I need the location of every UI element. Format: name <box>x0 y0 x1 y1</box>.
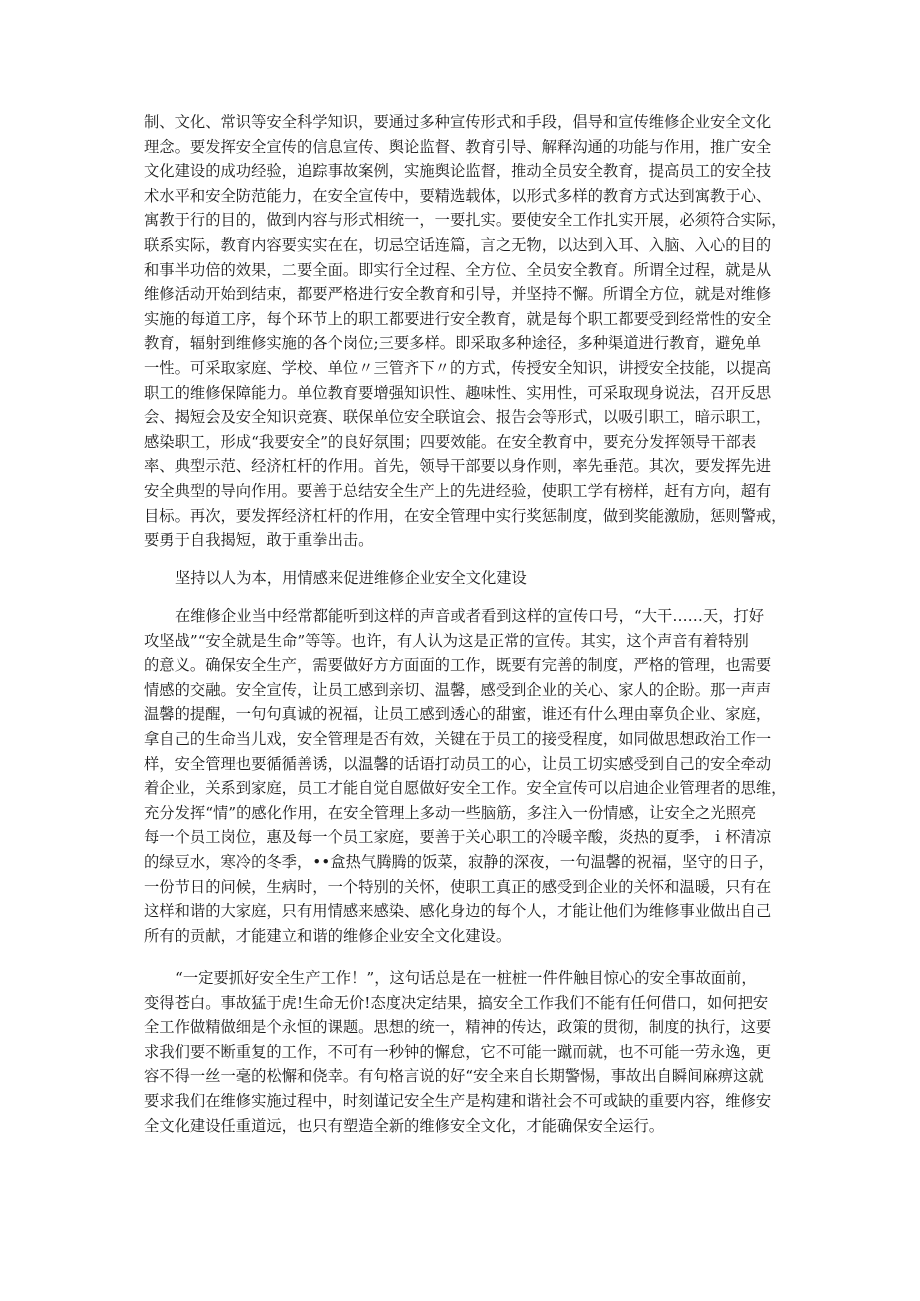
text-line: 在维修企业当中经常都能听到这样的声音或者看到这样的宣传口号，“大干……天，打好 <box>175 607 765 625</box>
paragraph-safety-production <box>144 966 790 1138</box>
text-line: 所有的贡献，才能建立和谐的维修企业安全文化建设。 <box>144 926 512 945</box>
text-line: 温馨的提醒，一句句真诚的祝福，让员工感到透心的甜蜜，谁还有什么理由辜负企业、家庭， <box>144 705 772 724</box>
text-line: 术水平和安全防范能力，在安全宣传中，要精选载体，以形式多样的教育方式达到寓教于心、 <box>144 186 772 205</box>
text-line: 会、揭短会及安全知识竞赛、联保单位安全联谊会、报告会等形式，以吸引职工，暗示职工， <box>144 408 772 427</box>
text-line: 情感的交融。安全宣传，让员工感到亲切、温馨，感受到企业的关心、家人的企盼。那一声声 <box>144 680 772 699</box>
text-line: 感染职工，形成“我要安全”的良好氛围；四要效能。在安全教育中，要充分发挥领导干部表 <box>144 432 757 451</box>
text-line: 和事半功倍的效果，二要全面。即实行全过程、全方位、全员安全教育。所谓全过程，就是从 <box>144 260 772 279</box>
text-line: 攻坚战”“安全就是生命”等等。也许，有人认为这是正常的宣传。其实，这个声音有着特别 <box>144 631 749 650</box>
section-heading-text: 坚持以人为本，用情感来促进维修企业安全文化建设 <box>175 569 527 587</box>
text-line: 一性。可采取家庭、学校、单位〃三管齐下〃的方式，传授安全知识，讲授安全技能，以提高 <box>144 358 772 377</box>
text-line: 制、文化、常识等安全科学知识，要通过多种宣传形式和手段，倡导和宣传维修企业安全文化 <box>144 113 772 131</box>
text-line: 要勇于自我揭短，敢于重拳出击。 <box>144 531 374 550</box>
text-line: 理念。要发挥安全宣传的信息宣传、舆论监督、教育引导、解释沟通的功能与作用，推广安全 <box>144 137 772 156</box>
text-line: “一定要抓好安全生产工作！”，这句话总是在一桩桩一件件触目惊心的安全事故面前， <box>175 969 757 987</box>
text-line: 寓教于行的目的，做到内容与形式相统一，一要扎实。要使安全工作扎实开展，必须符合实际， <box>144 211 787 230</box>
text-line: 的绿豆水，寒冷的冬季，••盒热气腾腾的饭菜，寂静的深夜，一句温馨的祝福，坚守的日子， <box>144 852 774 871</box>
paragraph-safety-education <box>144 110 790 553</box>
text-line: 实施的每道工序，每个环节上的职工都要进行安全教育，就是每个职工都要受到经常性的安全 <box>144 309 772 328</box>
text-line: 率、典型示范、经济杠杆的作用。首先，领导干部要以身作则，率先垂范。其次，要发挥先进 <box>144 457 772 476</box>
text-line: 安全典型的导向作用。要善于总结安全生产上的先进经验，使职工学有榜样，赶有方向，超有 <box>144 481 772 500</box>
text-line: 变得苍白。事故猛于虎!生命无价!态度决定结果，搞安全工作我们不能有任何借口，如何把安 <box>144 993 769 1012</box>
text-line: 维修活动开始到结束，都要严格进行安全教育和引导，并坚持不懈。所谓全方位，就是对维修 <box>144 285 772 304</box>
text-line: 样，安全管理也要循循善诱，以温馨的话语打动员工的心，让员工切实感受到自己的安全牵动 <box>144 754 772 773</box>
text-line: 这样和谐的大家庭，只有用情感来感染、感化身边的每个人，才能让他们为维修事业做出自己 <box>144 902 772 921</box>
text-line: 容不得一丝一毫的松懈和侥幸。有句格言说的好“安全来自长期警惕，事故出自瞬间麻痹这就 <box>144 1067 764 1086</box>
text-line: 充分发挥“情”的感化作用，在安全管理上多动一些脑筋，多注入一份情感，让安全之光照亮 <box>144 803 757 822</box>
paragraph-emotional-culture <box>144 604 790 948</box>
text-line: 联系实际，教育内容要实实在在，切忌空话连篇，言之无物，以达到入耳、入脑、入心的目的 <box>144 235 772 254</box>
text-line: 全文化建设任重道远，也只有塑造全新的维修安全文化，才能确保安全运行。 <box>144 1116 665 1135</box>
text-line: 的意义。确保安全生产，需要做好方方面面的工作，既要有完善的制度，严格的管理，也需要 <box>144 656 772 675</box>
text-line: 目标。再次，要发挥经济杠杆的作用，在安全管理中实行奖惩制度，做到奖能激励，惩则警戒， <box>144 506 787 525</box>
text-line: 着企业，关系到家庭，员工才能自觉自愿做好安全工作。安全宣传可以启迪企业管理者的思维， <box>144 779 787 798</box>
text-line: 要求我们在维修实施过程中，时刻谨记安全生产是构建和谐社会不可或缺的重要内容，维修安 <box>144 1091 772 1110</box>
text-line: 每一个员工岗位，惠及每一个员工家庭，要善于关心职工的冷暖辛酸，炎热的夏季，ｉ杯清凉 <box>144 828 772 847</box>
text-line: 拿自己的生命当儿戏，安全管理是否有效，关键在于员工的接受程度，如同做思想政治工作一 <box>144 729 772 748</box>
text-line: 职工的维修保障能力。单位教育要增强知识性、趣味性、实用性，可采取现身说法，召开反思 <box>144 383 772 402</box>
text-line: 教育，辐射到维修实施的各个岗位;三要多样。即采取多种途径，多种渠道进行教育，避免单 <box>144 334 762 353</box>
text-line: 求我们要不断重复的工作，不可有一秒钟的懈怠，它不可能一蹴而就，也不可能一劳永逸，更 <box>144 1042 772 1061</box>
text-line: 文化建设的成功经验，追踪事故案例，实施舆论监督，推动全员安全教育，提高员工的安全技 <box>144 162 772 181</box>
text-line: 一份节日的问候，生病时，一个特别的关怀，使职工真正的感受到企业的关怀和温暖，只有在 <box>144 877 772 896</box>
text-line: 全工作做精做细是个永恒的课题。思想的统一，精神的传达，政策的贯彻，制度的执行，这要 <box>144 1018 772 1037</box>
section-heading <box>144 566 790 591</box>
